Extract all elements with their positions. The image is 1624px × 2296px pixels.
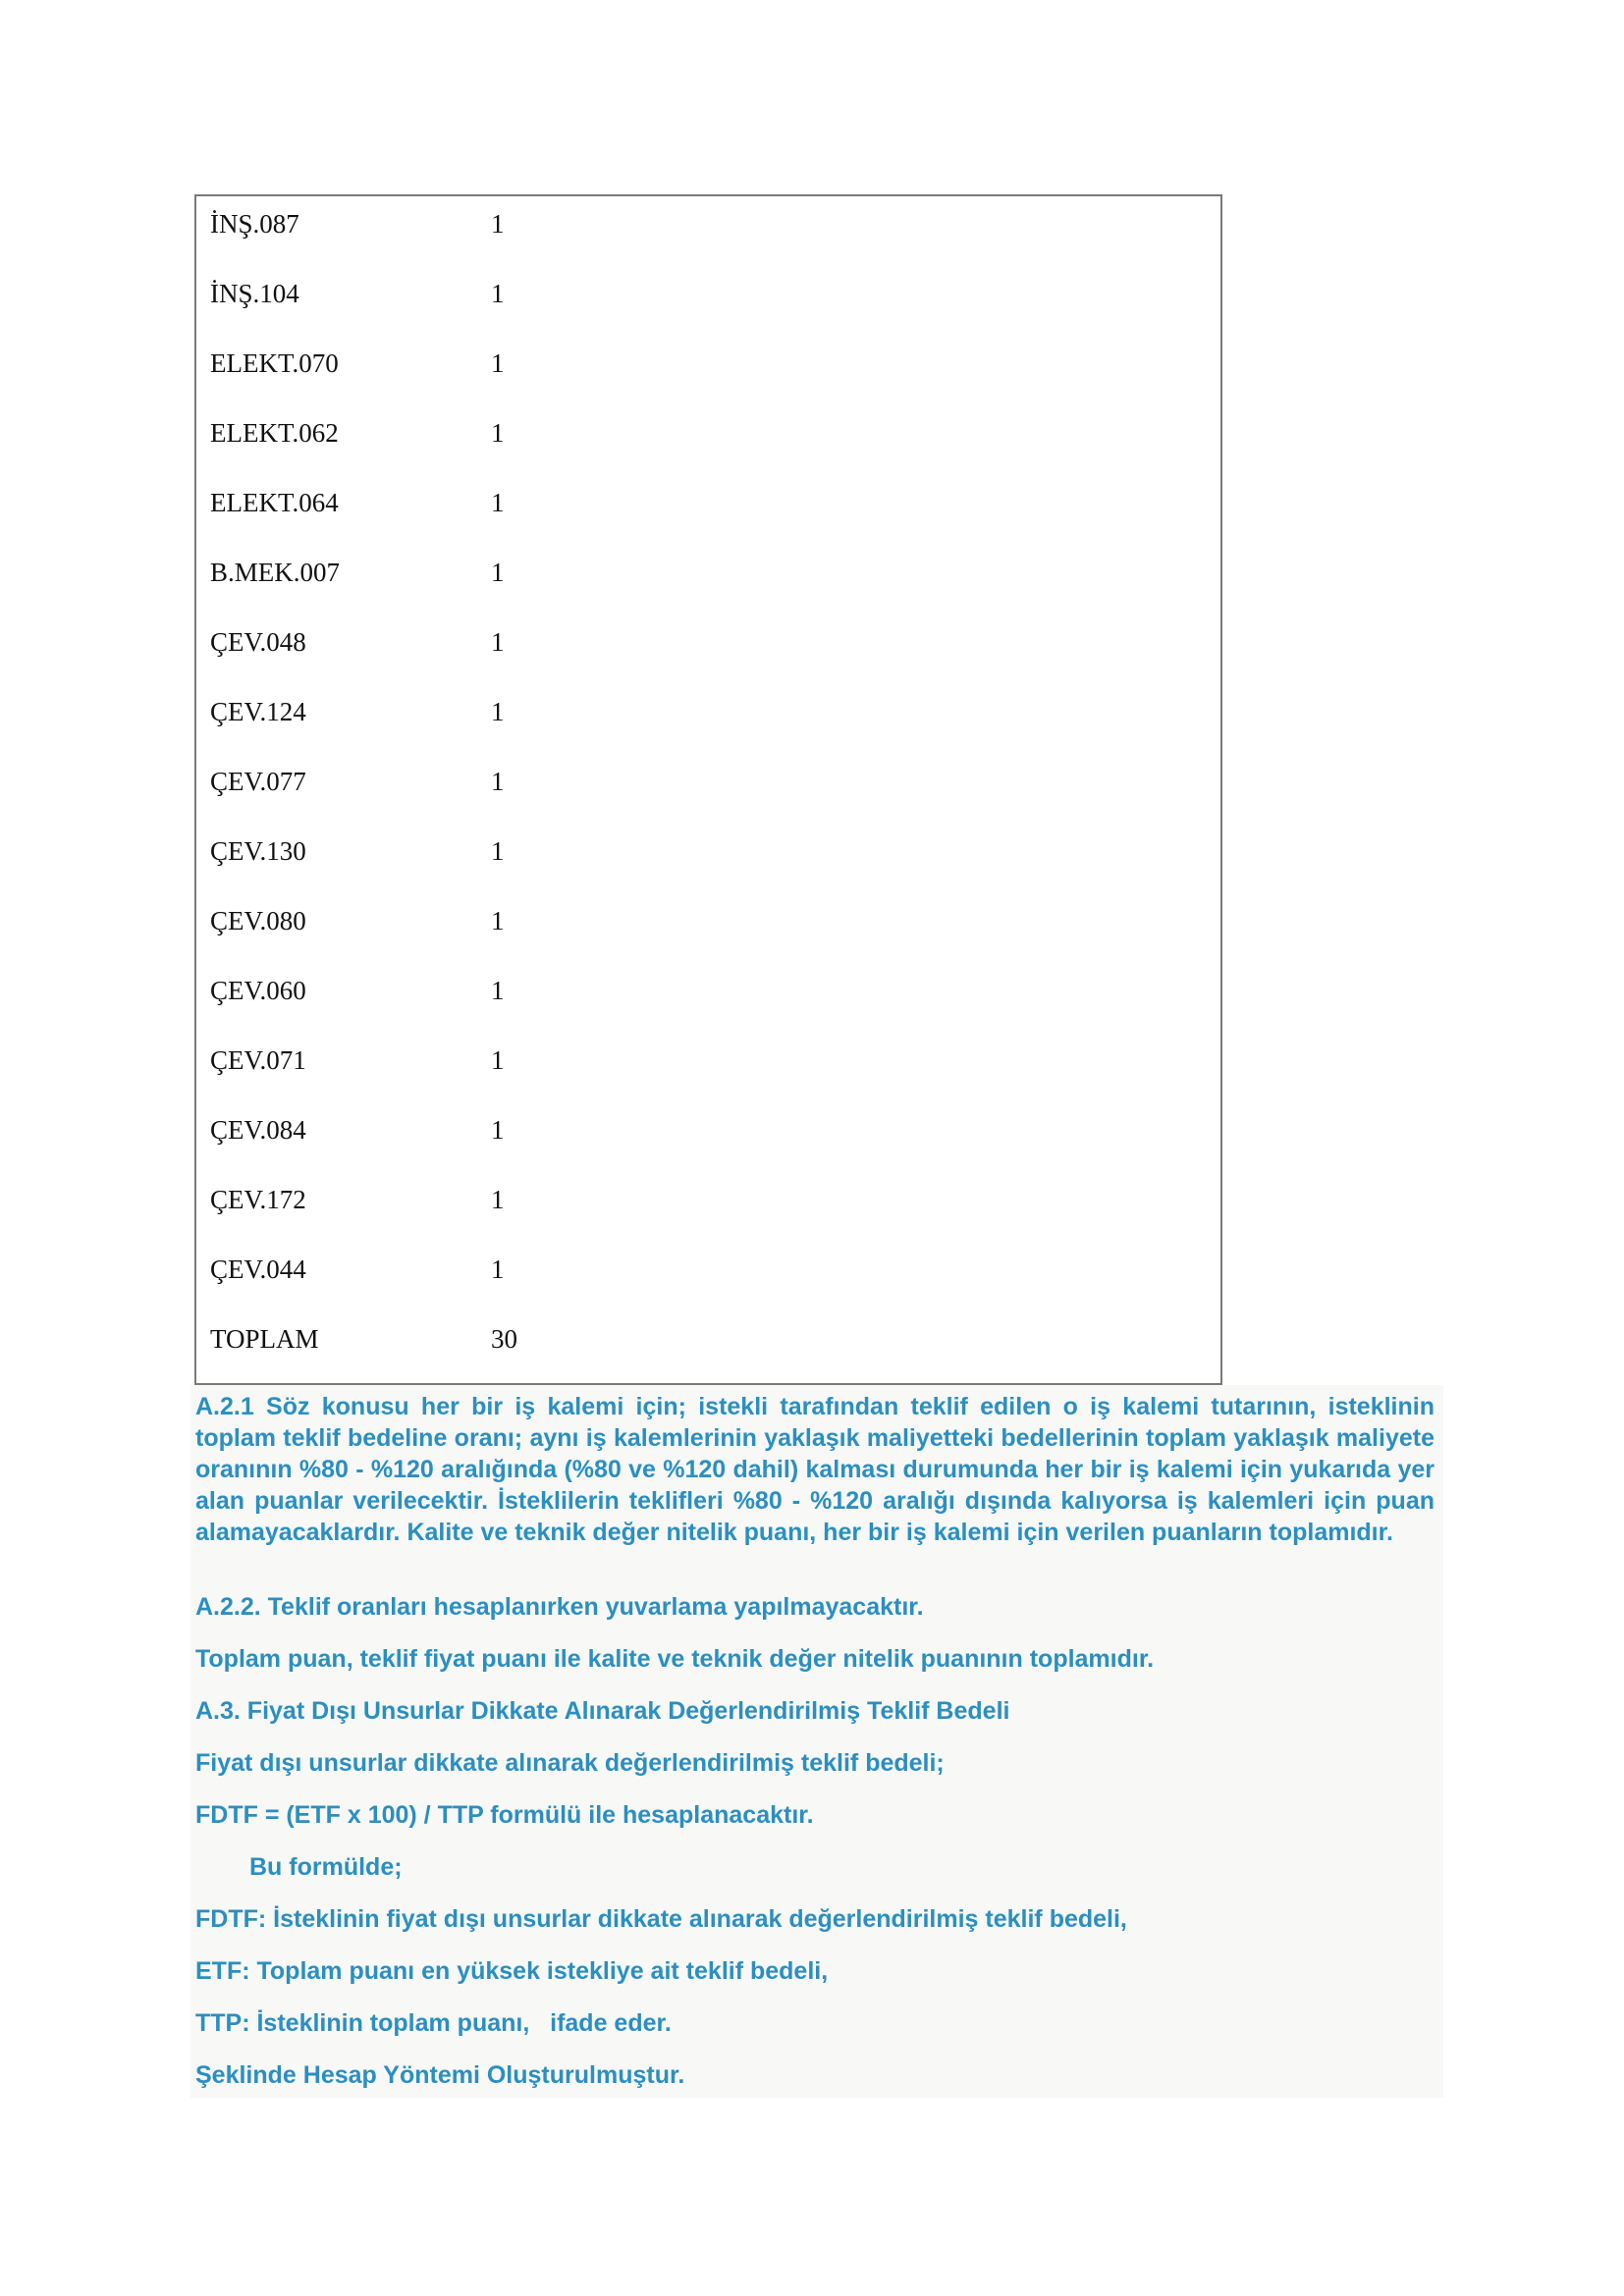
fdtf-definition: FDTF: İsteklinin fiyat dışı unsurlar dikkate alınarak değerlendirilmiş teklif bedeli, — [195, 1905, 1127, 1933]
heading-a3: A.3. Fiyat Dışı Unsurlar Dikkate Alınarak Değerlendirilmiş Teklif Bedeli — [195, 1697, 1010, 1725]
item-count: 1 — [491, 1185, 505, 1214]
item-count: 1 — [491, 279, 505, 308]
item-code: ELEKT.062 — [210, 418, 339, 448]
item-code: ÇEV.044 — [210, 1255, 306, 1284]
item-count: 1 — [491, 767, 505, 796]
ttp-definition: TTP: İsteklinin toplam puanı, ifade eder. — [195, 2009, 672, 2037]
item-code: ÇEV.084 — [210, 1115, 306, 1145]
item-count: 1 — [491, 906, 505, 935]
item-count: 1 — [491, 627, 505, 657]
item-code: B.MEK.007 — [210, 558, 341, 587]
etf-definition: ETF: Toplam puanı en yüksek istekliye ait teklif bedeli, — [195, 1957, 829, 1985]
paragraph-fiyat-disi: Fiyat dışı unsurlar dikkate alınarak değerlendirilmiş teklif bedeli; — [195, 1749, 945, 1777]
paragraph-a21: A.2.1 Söz konusu her bir iş kalemi için; istekli tarafından teklif edilen o iş kalemi tutarının, isteklinin toplam teklif bedeline oranı; aynı iş kalemlerinin yaklaşık maliyetteki bedellerinin toplam yaklaşık maliyete oranının %80 - %120 aralığında (%80 ve %120 dahil) kalması durumunda her bir iş kalemi için yukarıda yer alan puanlar verilecektir. İsteklilerin teklifleri %80 - %120 aralığı dışında kalıyorsa iş kalemleri için puan alamayacaklardır. Kalite ve teknik değer nitelik puanı, her bir iş kalemi için verilen puanların toplamıdır. — [195, 1393, 1435, 1546]
item-code: ÇEV.060 — [210, 976, 306, 1005]
work-items-table — [194, 194, 1222, 1385]
item-code: ÇEV.048 — [210, 627, 306, 657]
item-count: 1 — [491, 488, 505, 517]
item-code: ELEKT.064 — [210, 488, 339, 517]
item-count: 1 — [491, 697, 505, 726]
total-label: TOPLAM — [210, 1324, 319, 1354]
item-code: ÇEV.071 — [210, 1045, 306, 1075]
closing-line: Şeklinde Hesap Yöntemi Oluşturulmuştur. — [195, 2061, 685, 2089]
total-count: 30 — [491, 1324, 517, 1354]
item-count: 1 — [491, 1045, 505, 1075]
item-count: 1 — [491, 418, 505, 448]
item-count: 1 — [491, 348, 505, 378]
item-count: 1 — [491, 1115, 505, 1145]
item-code: ELEKT.070 — [210, 348, 339, 378]
item-count: 1 — [491, 836, 505, 866]
item-code: ÇEV.124 — [210, 697, 306, 726]
item-code: ÇEV.130 — [210, 836, 306, 866]
item-code: İNŞ.104 — [210, 279, 299, 308]
item-count: 1 — [491, 209, 505, 239]
item-count: 1 — [491, 976, 505, 1005]
item-count: 1 — [491, 558, 505, 587]
item-code: ÇEV.077 — [210, 767, 306, 796]
item-code: İNŞ.087 — [210, 209, 299, 239]
item-count: 1 — [491, 1255, 505, 1284]
item-code: ÇEV.080 — [210, 906, 306, 935]
evaluation-text-block — [190, 1385, 1443, 2098]
paragraph-a22: A.2.2. Teklif oranları hesaplanırken yuvarlama yapılmayacaktır. — [195, 1593, 924, 1621]
formula-line: FDTF = (ETF x 100) / TTP formülü ile hesaplanacaktır. — [195, 1801, 814, 1829]
paragraph-total-score: Toplam puan, teklif fiyat puanı ile kalite ve teknik değer nitelik puanının toplamıdır. — [195, 1645, 1155, 1673]
formula-intro: Bu formülde; — [249, 1853, 403, 1881]
item-code: ÇEV.172 — [210, 1185, 306, 1214]
